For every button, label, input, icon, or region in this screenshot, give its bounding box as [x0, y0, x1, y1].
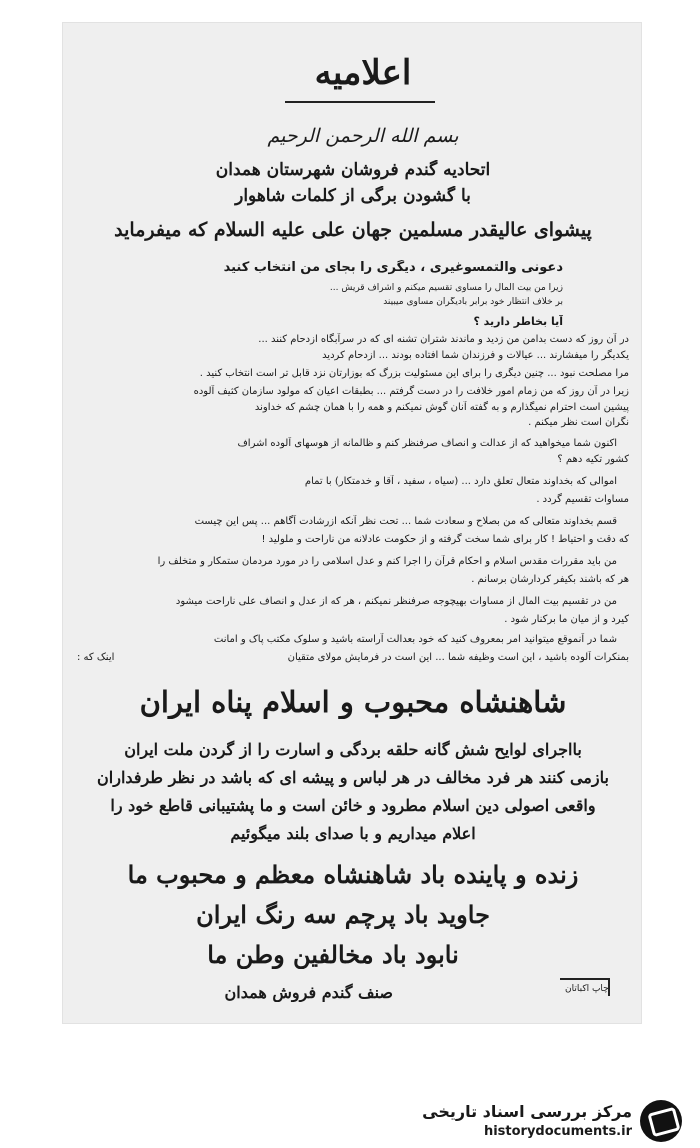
body-line: کشور تکیه دهم ؟ — [557, 454, 629, 465]
title-underline — [285, 101, 435, 103]
heading-line: اتحادیه گندم فروشان شهرستان همدان — [215, 160, 491, 180]
body-line: من در تقسیم بیت المال از مساوات بهیچوجه صرفنظر نمیکنم ، هر که از عدل و انصاف علی ناراحت میشود — [175, 596, 617, 607]
body-line: من باید مقررات مقدس اسلام و احکام قرآن را اجرا کنم و عدل اسلامی را در مورد مردمان ستمکار و متخلف را — [157, 556, 617, 567]
mid-line: بازمی کنند هر فرد مخالف در هر لباس و پیشه ای که باشد در نظر طرفداران — [97, 768, 609, 787]
quote-line: زیرا من بیت المال را مساوی تقسیم میکنم و اشراف قریش ... — [329, 283, 563, 293]
body-line: اینک که : — [77, 652, 115, 663]
heading-line: پیشوای عالیقدر مسلمین جهان علی علیه السلام که میفرماید — [114, 219, 592, 241]
watermark-title: مرکز بررسی اسناد تاریخی — [422, 1102, 632, 1121]
body-line: مرا مصلحت نبود ... چنین دیگری را برای این مسئولیت بزرگ که بوزارتان نزد قابل تر است انتخاب کنید . — [199, 368, 629, 379]
big-heading: شاهنشاه محبوب و اسلام پناه ایران — [139, 685, 567, 719]
document-archive-icon — [640, 1100, 682, 1142]
heading-line: با گشودن برگی از کلمات شاهوار — [235, 186, 471, 206]
body-line: کیرد و از میان ما برکنار شود . — [504, 614, 629, 625]
body-line: شما در آنموقع میتوانید امر بمعروف کنید که خود بعدالت آراسته باشید و سلوک مکتب پاک و امانت — [213, 634, 617, 645]
body-line: یکدیگر را میفشارند ... عیالات و فرزندان شما افتاده بودند ... ازدحام کردید — [322, 350, 629, 361]
quote-line: دعونی والتمسوغیری ، دیگری را بجای من انتخاب کنید — [223, 260, 563, 275]
document-page — [62, 22, 642, 1024]
mid-line: اعلام میداریم و با صدای بلند میگوئیم — [230, 824, 476, 843]
printer-name: چاپ اکباتان — [565, 984, 609, 994]
slogan: جاوید باد پرچم سه رنگ ایران — [196, 900, 490, 929]
basmala: بسم الله الرحمن الرحیم — [267, 125, 459, 147]
body-line: اکنون شما میخواهید که از عدالت و انصاف صرفنظر کنم و ظالمانه از هوسهای آلوده اشراف — [237, 438, 617, 449]
watermark-url: historydocuments.ir — [483, 1124, 632, 1139]
body-line: اموالی که بخداوند متعال تعلق دارد ... (سیاه ، سفید ، آقا و خدمتکار) با تمام — [304, 476, 617, 487]
document-title: اعلامیه — [314, 53, 412, 93]
body-line: آیا بخاطر دارید ؟ — [473, 315, 563, 328]
mid-line: واقعی اصولی دین اسلام مطرود و خائن است و ما پشتیبانی قاطع خود را — [110, 796, 596, 815]
body-line: هر که باشند بکیفر کردارشان برسانم . — [471, 574, 629, 585]
signature: صنف گندم فروش همدان — [224, 983, 393, 1002]
body-line: پیشین است احترام نمیگذارم و به گفته آنان گوش نمیکنم و همه را با همان چشم که خداوند — [254, 402, 629, 413]
body-line: مساوات تقسیم گردد . — [536, 494, 629, 505]
body-line: زیرا در آن روز که من زمام امور خلافت را در دست گرفتم ... بطبقات اعیان که مولود سازمان کثیف آلوده — [193, 386, 629, 397]
body-line: قسم بخداوند متعالی که من بصلاح و سعادت شما ... تحت نظر آنکه ازرشادت آگاهم ... پس این چیست — [194, 516, 617, 527]
slogan: نابود باد مخالفین وطن ما — [207, 940, 459, 969]
body-line: که دقت و احتیاط ! کار برای شما سخت گرفته و از حکومت عادلانه من ناراحت و ملولید ! — [261, 534, 629, 545]
slogan: زنده و پاینده باد شاهنشاه معظم و محبوب ما — [127, 860, 579, 889]
body-line: نگران است نظر میکنم . — [528, 417, 629, 428]
site-watermark — [420, 1100, 690, 1144]
body-line: بمنکرات آلوده باشید ، این است وظیفه شما ... این است در فرمایش مولای متقیان — [287, 652, 629, 663]
mid-line: بااجرای لوایح شش گانه حلقه بردگی و اسارت را از گردن ملت ایران — [124, 740, 582, 759]
body-line: در آن روز که دست بدامن من زدید و ماندند شتران تشنه ای که در سرآبگاه ازدحام کنند ... — [258, 334, 629, 345]
quote-line: بر خلاف انتظار خود برابر بادیگران مساوی میبیند — [383, 297, 563, 307]
